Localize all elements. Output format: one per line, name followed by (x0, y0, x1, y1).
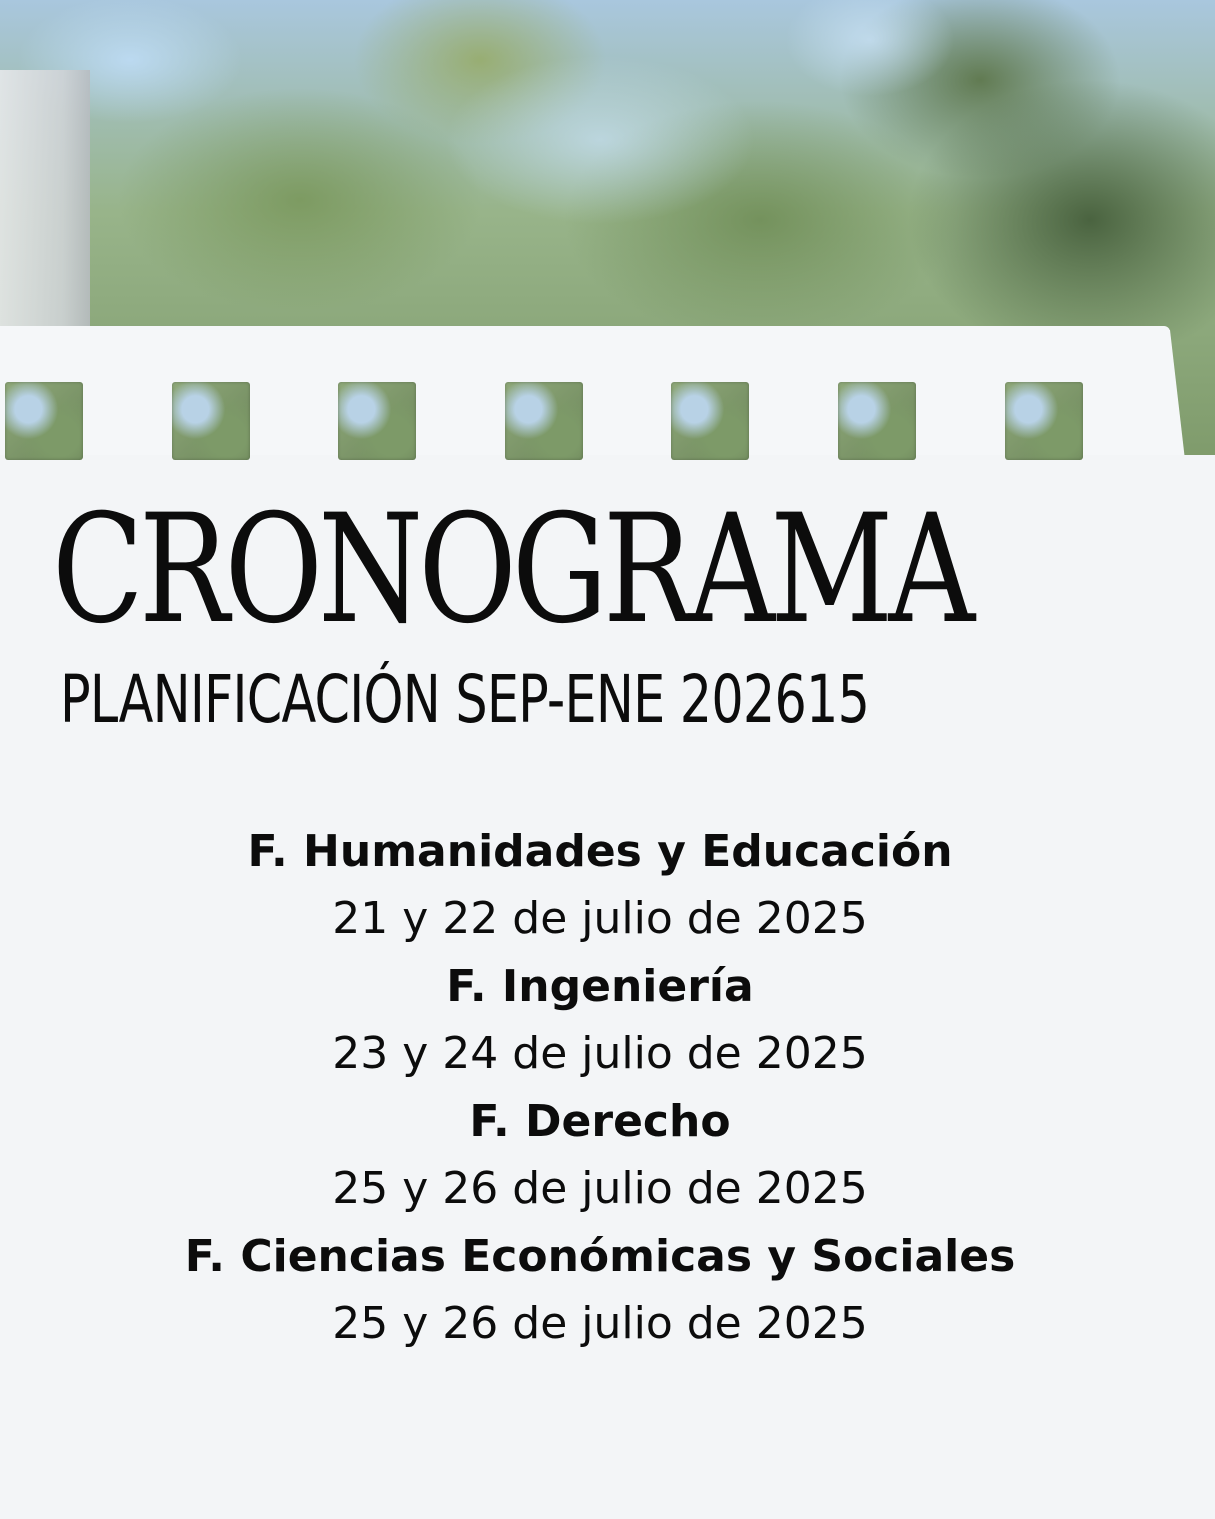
punched-hole (1005, 382, 1083, 460)
page-title: CRONOGRAMA (52, 483, 971, 657)
schedule-item (0, 953, 1200, 1088)
faculty-name: F. Derecho (469, 1096, 731, 1147)
punched-hole (338, 382, 416, 460)
schedule-list (0, 818, 1200, 1358)
page-subtitle: PLANIFICACIÓN SEP-ENE 202615 (60, 661, 870, 738)
faculty-name: F. Ingeniería (446, 961, 754, 1012)
faculty-name: F. Ciencias Económicas y Sociales (184, 1231, 1016, 1282)
faculty-dates: 25 y 26 de julio de 2025 (332, 1163, 868, 1214)
punched-hole (505, 382, 583, 460)
faculty-dates: 21 y 22 de julio de 2025 (332, 893, 868, 944)
punched-hole (172, 382, 250, 460)
faculty-dates: 25 y 26 de julio de 2025 (332, 1298, 868, 1349)
schedule-item (0, 1223, 1200, 1358)
background-building (0, 70, 90, 330)
faculty-name: F. Humanidades y Educación (247, 826, 953, 877)
punched-hole (838, 382, 916, 460)
schedule-item (0, 818, 1200, 953)
punched-hole (671, 382, 749, 460)
faculty-dates: 23 y 24 de julio de 2025 (332, 1028, 868, 1079)
punched-hole (5, 382, 83, 460)
schedule-item (0, 1088, 1200, 1223)
